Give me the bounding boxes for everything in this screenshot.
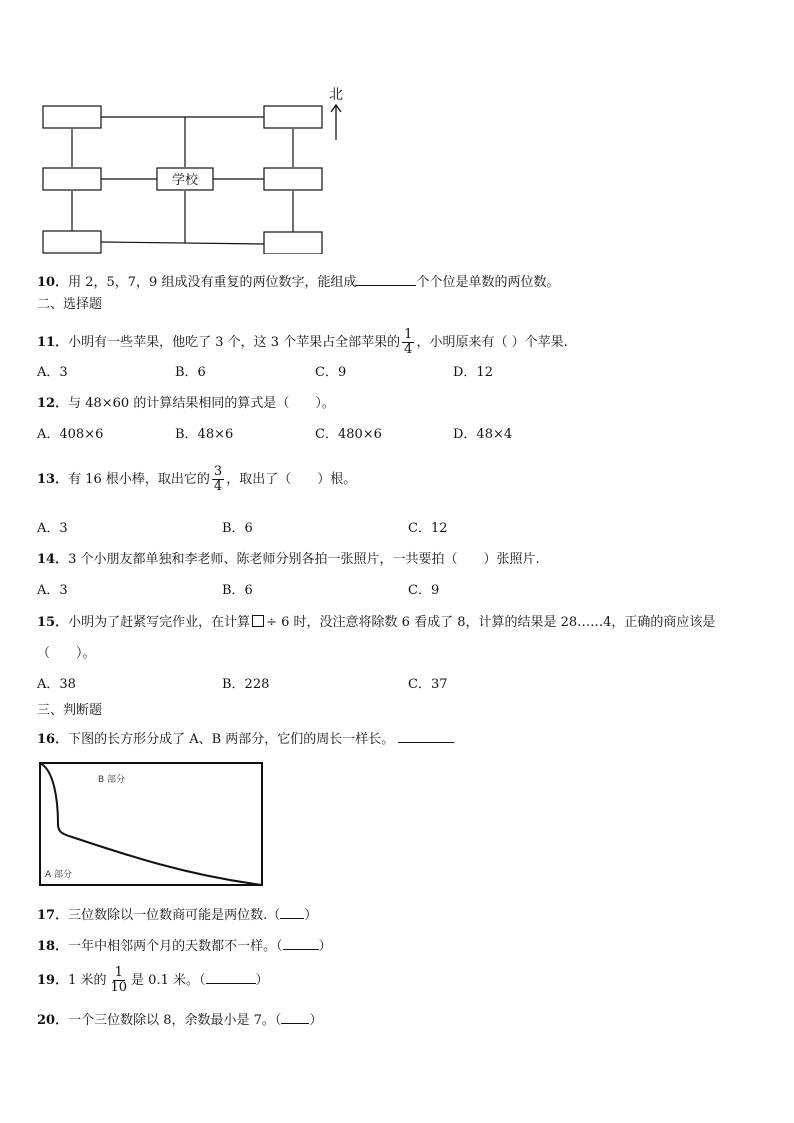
q11-option-b[interactable]: B．6 xyxy=(175,365,206,380)
question-12 xyxy=(37,396,335,412)
question-13 xyxy=(37,465,356,494)
q15-box-icon xyxy=(252,615,264,627)
q12-option-a[interactable]: A．408×6 xyxy=(37,427,104,442)
map-box-bottom-right xyxy=(264,232,322,254)
question-17 xyxy=(37,905,317,924)
question-16 xyxy=(37,729,454,748)
q12-text: 与 48×60 的计算结果相同的算式是（ ）。 xyxy=(68,396,335,411)
q12-option-c[interactable]: C．480×6 xyxy=(315,427,382,442)
q11-option-d[interactable]: D．12 xyxy=(453,365,493,380)
q19-text-a: 1 米的 xyxy=(68,973,107,988)
question-20 xyxy=(37,1010,322,1029)
q15-option-a[interactable]: A．38 xyxy=(37,677,76,692)
q15-option-b[interactable]: B．228 xyxy=(222,677,270,692)
section-2-title: 二、选择题 xyxy=(37,297,103,312)
q11-number: 11． xyxy=(37,335,69,350)
north-label: 北 xyxy=(329,87,343,103)
q13-number: 13． xyxy=(37,472,69,487)
q16-text: 下图的长方形分成了 A、B 两部分，它们的周长一样长。 xyxy=(68,732,395,747)
map-box-top-left xyxy=(43,106,101,128)
section-3-title: 三、判断题 xyxy=(37,703,103,718)
q15-text-c: （ ）。 xyxy=(37,646,96,661)
q13-option-a[interactable]: A．3 xyxy=(37,521,68,536)
q20-text: 一个三位数除以 8，余数最小是 7。（ xyxy=(68,1013,282,1028)
q12-option-b[interactable]: B．48×6 xyxy=(175,427,234,442)
label-part-a: A 部分 xyxy=(45,870,73,880)
q10-answer-blank[interactable] xyxy=(356,272,416,286)
q11-text-a: 小明有一些苹果，他吃了 3 个，这 3 个苹果占全部苹果的 xyxy=(68,335,401,350)
label-part-b: B 部分 xyxy=(98,775,126,785)
q11-option-a[interactable]: A．3 xyxy=(37,365,68,380)
q17-answer-blank[interactable] xyxy=(280,905,304,919)
q18-text: 一年中相邻两个月的天数都不一样。（ xyxy=(68,939,283,954)
q13-text-a: 有 16 根小棒，取出它的 xyxy=(68,472,210,487)
q12-option-d[interactable]: D．48×4 xyxy=(453,427,513,442)
q13-option-c[interactable]: C．12 xyxy=(408,521,448,536)
question-19 xyxy=(37,966,269,995)
q15-text-a: 小明为了赶紧写完作业，在计算 xyxy=(68,615,251,630)
q11-option-c[interactable]: C．9 xyxy=(315,365,347,380)
rectangle-diagram xyxy=(36,760,266,890)
q13-option-b[interactable]: B．6 xyxy=(222,521,253,536)
q12-number: 12． xyxy=(37,396,69,411)
q15-number: 15． xyxy=(37,615,69,630)
q14-text: 3 个小朋友都单独和李老师、陈老师分别各拍一张照片，一共要拍（ ）张照片. xyxy=(68,552,540,567)
q19-frac-den: 10 xyxy=(110,980,128,995)
q15-option-c[interactable]: C．37 xyxy=(408,677,448,692)
map-box-top-right xyxy=(264,106,322,128)
school-label: 学校 xyxy=(171,173,199,188)
q13-frac-num: 3 xyxy=(213,464,223,479)
q11-fraction xyxy=(402,328,414,357)
q17-close: ） xyxy=(304,908,318,923)
q19-answer-blank[interactable] xyxy=(206,970,256,984)
q19-frac-num: 1 xyxy=(114,965,123,980)
q18-number: 18． xyxy=(37,939,69,954)
question-15 xyxy=(37,615,715,631)
q10-text-a: 用 2，5，7，9 组成没有重复的两位数字，能组成 xyxy=(68,275,357,290)
q18-answer-blank[interactable] xyxy=(283,936,319,950)
map-diagram xyxy=(30,84,370,254)
map-box-bottom-left xyxy=(43,231,101,253)
map-box-mid-left xyxy=(43,168,101,190)
q13-frac-den: 4 xyxy=(213,479,223,494)
q13-fraction xyxy=(212,465,224,494)
q17-number: 17． xyxy=(37,908,69,923)
q14-option-a[interactable]: A．3 xyxy=(37,583,68,598)
question-10 xyxy=(37,272,559,291)
q14-option-b[interactable]: B．6 xyxy=(222,583,253,598)
question-14 xyxy=(37,552,540,568)
q19-number: 19． xyxy=(37,973,69,988)
q19-close: ） xyxy=(255,973,269,988)
q17-text: 三位数除以一位数商可能是两位数.（ xyxy=(68,908,281,923)
q11-text-b: ，小明原来有（ ）个苹果. xyxy=(416,335,568,350)
q14-number: 14． xyxy=(37,552,69,567)
q15-text-b: ÷ 6 时，没注意将除数 6 看成了 8，计算的结果是 28……4，正确的商应该是 xyxy=(266,615,716,630)
q20-close: ） xyxy=(309,1013,323,1028)
q19-text-b: 是 0.1 米。（ xyxy=(131,973,206,988)
q11-frac-num: 1 xyxy=(404,327,413,342)
q18-close: ） xyxy=(318,939,332,954)
question-18 xyxy=(37,936,332,955)
north-arrow-icon xyxy=(331,105,341,140)
q14-option-c[interactable]: C．9 xyxy=(408,583,440,598)
q16-answer-blank[interactable] xyxy=(398,729,454,743)
q19-fraction xyxy=(109,966,130,995)
q20-number: 20． xyxy=(37,1013,69,1028)
q11-frac-den: 4 xyxy=(404,342,413,357)
q16-number: 16． xyxy=(37,732,69,747)
q10-number: 10． xyxy=(37,275,69,290)
q10-text-b: 个个位是单数的两位数。 xyxy=(416,275,560,290)
question-11 xyxy=(37,328,568,357)
q20-answer-blank[interactable] xyxy=(281,1010,309,1024)
q13-text-b: ，取出了（ ）根。 xyxy=(226,472,357,487)
map-box-mid-right xyxy=(264,168,322,190)
